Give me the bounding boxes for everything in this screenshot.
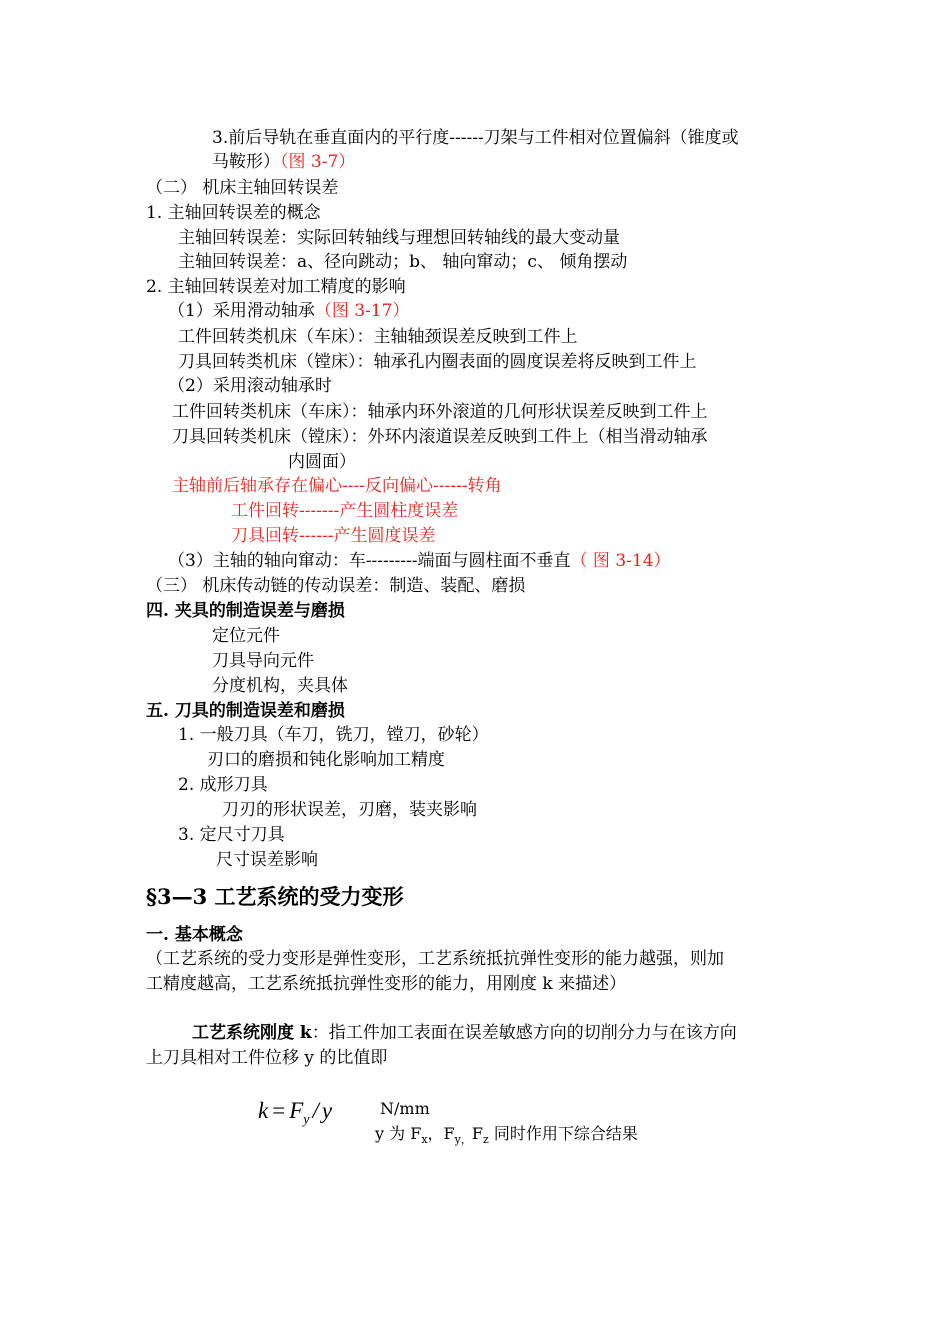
text-segment: （2）采用滚动轴承时 (168, 376, 332, 396)
text-segment: 3. 定尺寸刀具 (178, 825, 285, 845)
text-segment: （图 3-17） (314, 301, 410, 321)
formula-note (375, 1123, 638, 1151)
text-segment: 五. 刀具的制造误差和磨损 (146, 701, 345, 721)
line-l32 (146, 924, 243, 946)
note-sub-x: x (421, 1133, 428, 1147)
text-segment: 工件回转-------产生圆柱度误差 (231, 501, 459, 521)
line-l24 (146, 700, 345, 722)
line-l20 (146, 600, 345, 622)
text-segment: 上刀具相对工件位移 y 的比值即 (146, 1048, 388, 1068)
line-l36 (146, 1047, 387, 1069)
line-l18 (168, 550, 671, 572)
text-segment: 3.前后导轨在垂直面内的平行度------刀架与工件相对位置偏斜（锥度或 (212, 128, 739, 148)
line-l30 (216, 849, 318, 871)
note-part-d: 同时作用下综合结果 (488, 1124, 638, 1143)
text-segment: 1. 主轴回转误差的概念 (146, 203, 321, 223)
line-l25 (178, 724, 489, 746)
line-l19 (146, 575, 525, 597)
text-segment: 刀刃的形状误差，刃磨，装夹影响 (222, 800, 477, 820)
text-segment: 定位元件 (212, 626, 280, 646)
line-l13 (172, 426, 708, 448)
line-l28 (222, 799, 477, 821)
text-segment: （1）采用滑动轴承 (168, 301, 315, 321)
text-segment: 四. 夹具的制造误差与磨损 (146, 601, 345, 621)
text-segment: （ 图 3-14） (570, 551, 671, 571)
text-segment: 工件回转类机床（车床）：轴承内环外滚道的几何形状误差反映到工件上 (172, 402, 708, 422)
line-l34 (146, 973, 626, 995)
line-l23 (212, 675, 348, 697)
formula-f: F (289, 1098, 304, 1123)
line-l16 (231, 500, 458, 522)
line-l01 (212, 127, 739, 149)
section-heading (146, 883, 404, 911)
text-segment: 1. 一般刀具（车刀，铣刀，镗刀，砂轮） (178, 725, 489, 745)
text-segment: 工艺系统刚度 k (192, 1023, 312, 1043)
line-l06 (178, 251, 627, 273)
formula-y: y (321, 1098, 333, 1123)
text-segment: 主轴回转误差：a、径向跳动；b、 轴向窜动；c、 倾角摆动 (178, 252, 628, 272)
line-l22 (212, 650, 314, 672)
text-segment: （二） 机床主轴回转误差 (146, 178, 339, 198)
formula-sub: y (303, 1112, 310, 1128)
line-l05 (178, 227, 620, 249)
text-segment: ：指工件加工表面在误差敏感方向的切削分力与在该方向 (311, 1023, 737, 1043)
formula-eq: = (272, 1098, 286, 1123)
line-l26 (207, 749, 445, 771)
text-segment: （工艺系统的受力变形是弹性变形，工艺系统抵抗弹性变形的能力越强，则加 (146, 949, 724, 969)
text-segment: （三） 机床传动链的传动误差：制造、装配、磨损 (146, 576, 526, 596)
line-l17 (231, 525, 435, 547)
text-segment: 内圆面） (288, 452, 356, 472)
text-segment: 主轴前后轴承存在偏心----反向偏心------转角 (172, 476, 502, 496)
line-l12 (172, 401, 708, 423)
text-segment: 工精度越高，工艺系统抵抗弹性变形的能力，用刚度 k 来描述） (146, 974, 627, 994)
line-l14 (288, 451, 356, 473)
text-segment: §3—3 工艺系统的受力变形 (146, 884, 404, 909)
text-segment: 分度机构，夹具体 (212, 676, 348, 696)
line-l10 (178, 351, 697, 373)
note-part-a: y 为 F (375, 1124, 422, 1143)
text-segment: 主轴回转误差：实际回转轴线与理想回转轴线的最大变动量 (178, 228, 620, 248)
formula-slash: / (312, 1098, 319, 1123)
text-segment: （图 3-7） (280, 152, 356, 172)
text-segment: 2. 成形刀具 (178, 775, 268, 795)
line-l33 (146, 948, 724, 970)
line-l04 (146, 202, 321, 224)
note-part-c: F (471, 1124, 483, 1143)
line-l07 (146, 276, 406, 298)
line-l35 (192, 1022, 737, 1044)
line-l08 (168, 300, 409, 322)
text-segment: 刀具回转类机床（镗床）：外环内滚道误差反映到工件上（相当滑动轴承 (172, 427, 708, 447)
formula-unit: N/mm (380, 1099, 430, 1118)
line-l03 (146, 177, 338, 199)
line-l29 (178, 824, 285, 846)
text-segment: 尺寸误差影响 (216, 850, 318, 870)
text-segment: 马鞍形） (212, 152, 280, 172)
text-segment: 一. 基本概念 (146, 925, 243, 945)
text-segment: （3）主轴的轴向窜动：车---------端面与圆柱面不垂直 (168, 551, 571, 571)
line-l09 (178, 326, 578, 348)
line-l27 (178, 774, 268, 796)
note-sub-z: z (482, 1133, 489, 1147)
text-segment: 2. 主轴回转误差对加工精度的影响 (146, 277, 406, 297)
note-part-b: ，F (427, 1124, 455, 1143)
line-l21 (212, 625, 280, 647)
stiffness-formula (258, 1096, 332, 1136)
text-segment: 工件回转类机床（车床）：主轴轴颈误差反映到工件上 (178, 327, 578, 347)
line-l11 (168, 375, 332, 397)
text-segment: 刀具回转类机床（镗床）：轴承孔内圈表面的圆度误差将反映到工件上 (178, 352, 697, 372)
text-segment: 刀具回转------产生圆度误差 (231, 526, 436, 546)
text-segment: 刃口的磨损和钝化影响加工精度 (207, 750, 445, 770)
formula-k: k (258, 1098, 269, 1123)
line-l02 (212, 151, 355, 173)
line-l15 (172, 475, 501, 497)
note-sub-y: y， (454, 1133, 472, 1147)
text-segment: 刀具导向元件 (212, 651, 314, 671)
